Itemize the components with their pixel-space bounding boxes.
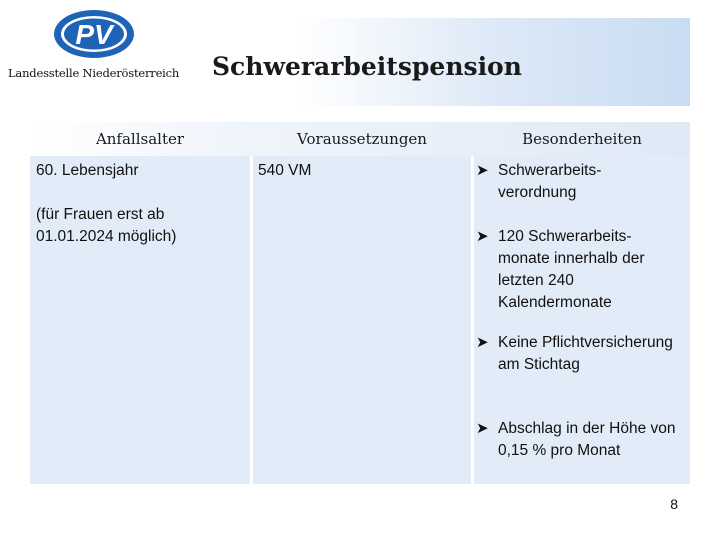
arrow-bullet-icon: ➤ xyxy=(476,228,489,245)
list-item xyxy=(476,160,626,204)
arrow-bullet-icon: ➤ xyxy=(476,162,489,179)
age-note: (für Frauen erst ab 01.01.2024 möglich) xyxy=(36,206,177,245)
list-item-text: Keine Pflichtversicherung am Stichtag xyxy=(498,334,673,373)
list-item-text: Schwerarbeits-verordnung xyxy=(498,162,602,201)
page-title: Schwerarbeitspension xyxy=(212,52,522,81)
age-value: 60. Lebensjahr xyxy=(36,162,139,179)
list-item-text: Abschlag in der Höhe von 0,15 % pro Monat xyxy=(498,420,676,459)
arrow-bullet-icon: ➤ xyxy=(476,334,489,351)
pv-logo-icon xyxy=(52,8,136,60)
organization-name: Landesstelle Niederösterreich xyxy=(8,66,180,80)
page-number: 8 xyxy=(670,496,678,512)
arrow-bullet-icon: ➤ xyxy=(476,420,489,437)
list-item xyxy=(476,332,686,376)
column-header-besonderheiten: Besonderheiten xyxy=(522,130,642,148)
column-header-voraussetzungen: Voraussetzungen xyxy=(297,130,427,148)
requirement-value: 540 VM xyxy=(258,162,312,179)
list-item xyxy=(476,418,686,462)
column-panel-voraussetzungen xyxy=(253,156,471,484)
pv-logo xyxy=(52,8,136,60)
column-header-anfallsalter: Anfallsalter xyxy=(95,130,185,148)
logo-text: PV xyxy=(75,19,113,50)
list-item-text: 120 Schwerarbeits-monate innerhalb der letzten 240 Kalendermonate xyxy=(498,228,645,311)
list-item xyxy=(476,226,662,314)
